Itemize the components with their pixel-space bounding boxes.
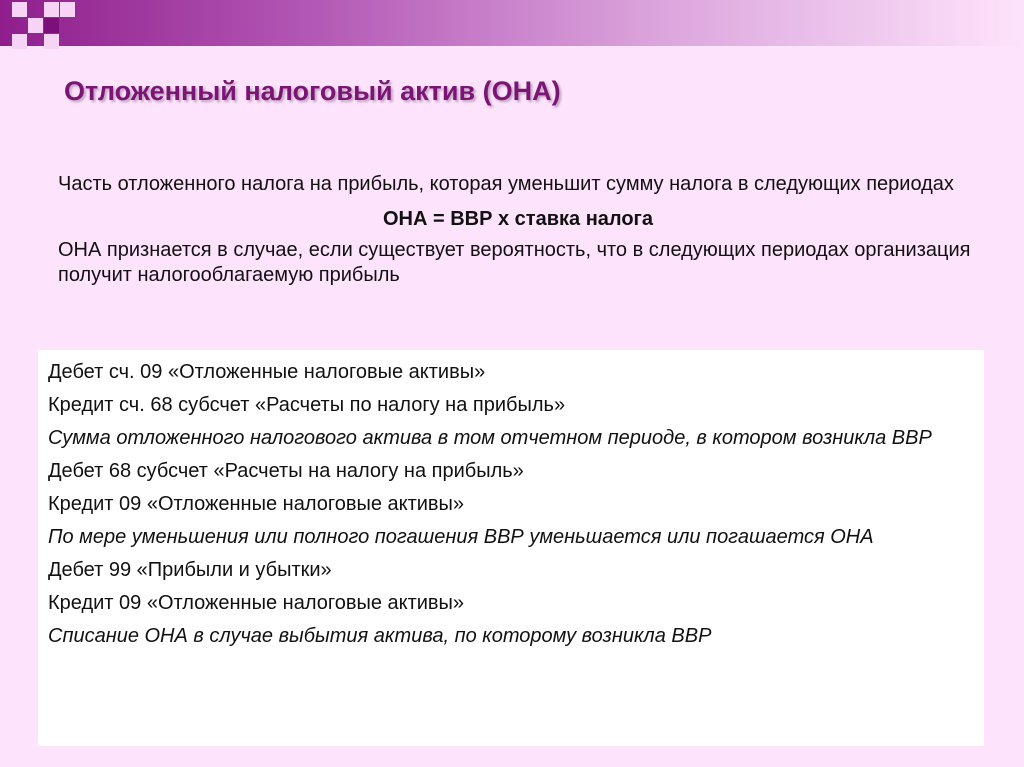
slide-title: Отложенный налоговый актив (ОНА) [64, 76, 561, 106]
decor-square [28, 18, 43, 33]
decor-square-dark [44, 18, 59, 33]
entry-note: По мере уменьшения или полного погашения ВВР уменьшается или погашается ОНА [48, 526, 874, 548]
intro-block [58, 172, 978, 288]
formula-text: ОНА = ВВР х ставка налога [382, 208, 654, 230]
decor-square [44, 2, 59, 17]
entry-line: Кредит 09 «Отложенные налоговые активы» [48, 592, 465, 614]
entry-line: Дебет 99 «Прибыли и убытки» [48, 559, 332, 581]
decor-square [60, 2, 75, 17]
entry-note: Сумма отложенного налогового актива в том отчетном периоде, в котором возникла ВВР [48, 427, 932, 449]
entry-line: Кредит сч. 68 субсчет «Расчеты по налогу на прибыль» [48, 394, 566, 416]
entry-line: Дебет сч. 09 «Отложенные налоговые активы» [48, 361, 486, 383]
entry-note: Списание ОНА в случае выбытия актива, по которому возникла ВВР [48, 625, 712, 647]
entry-line: Кредит 09 «Отложенные налоговые активы» [48, 493, 465, 515]
decor-square [44, 34, 59, 49]
decor-square [12, 34, 27, 49]
journal-entries-box [38, 350, 984, 746]
entry-line: Дебет 68 субсчет «Расчеты на налогу на прибыль» [48, 460, 524, 482]
definition-text: Часть отложенного налога на прибыль, которая уменьшит сумму налога в следующих периодах [58, 173, 954, 195]
header-gradient-bar [0, 0, 1024, 46]
decor-square [12, 2, 27, 17]
recognition-text: ОНА признается в случае, если существует вероятность, что в следующих периодах организация получит налогооблагаемую прибыль [58, 239, 971, 286]
